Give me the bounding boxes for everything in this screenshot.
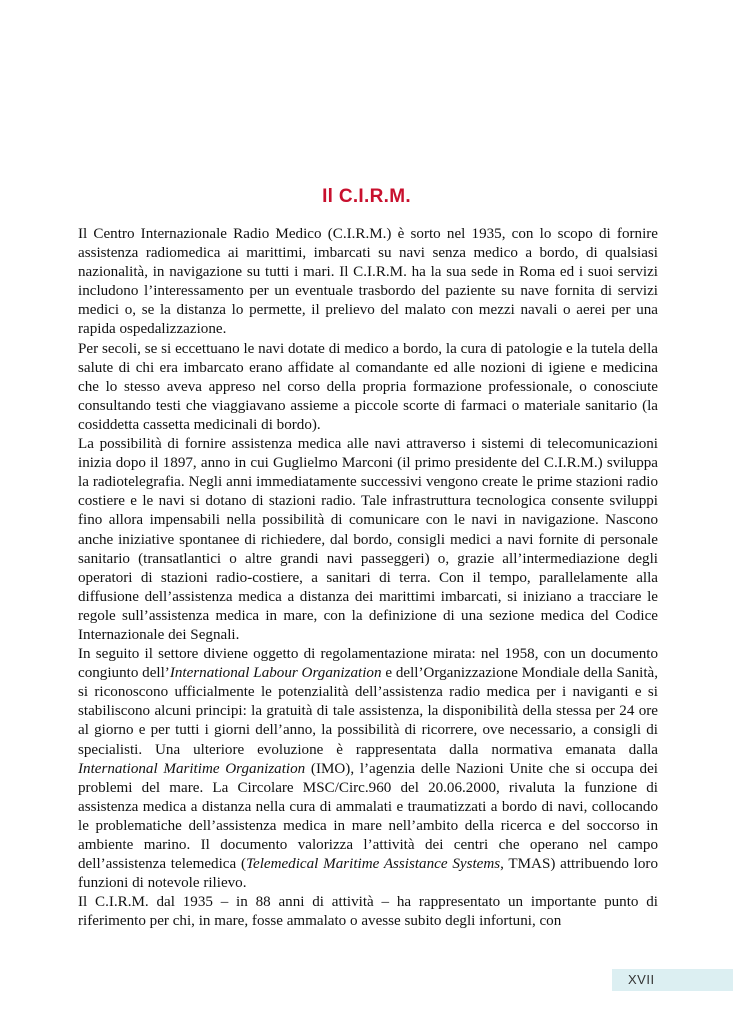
body-paragraph [78, 340, 658, 435]
body-paragraph [78, 893, 658, 931]
italic-text-run: International Labour Organization [169, 665, 382, 682]
text-run: La possibilità di fornire assistenza medica alle navi attraverso i sistemi di telecomunicazioni inizia dopo il 1897, anno in cui Guglielmo Marconi (il primo presidente del C.I.R.M.) sviluppa la radiotelegrafia. Negli anni immediatamente successivi vengono create le prime stazioni radio costiere e le navi si dotano di stazioni radio. Tale infrastruttura tecnologica consente sviluppi fino allora impensabili nella possibilità di comunicare con le navi in navigazione. Nascono anche iniziative spontanee di richiedere, dal bordo, consigli medici a navi fornite di personale sanitario (transatlantici o altre grandi navi passeggeri) o, grazie all’intermediazione degli operatori di stazioni radio-costiere, a sanitari di terra. Con il tempo, parallelamente alla diffusione dell’assistenza medica a distanza dei marittimi imbarcati, si iniziano a tracciare le regole sull’assistenza medica in mare, con la definizione di una sezione medica del Codice Internazionale dei Segnali. [78, 436, 658, 643]
body-paragraph [78, 645, 658, 893]
body-paragraph [78, 435, 658, 645]
italic-text-run: Telemedical Maritime Assistance Systems [245, 856, 501, 873]
body-paragraph [78, 225, 658, 340]
page-number: XVII [628, 972, 655, 987]
text-run: In seguito il settore diviene oggetto di regolamentazione mirata: nel 1958, con un documento congiunto dell’ [78, 646, 658, 682]
text-run: (IMO), l’agenzia delle Nazioni Unite che si occupa dei problemi del mare. La Circolare MSC/Circ.960 del 20.06.2000, rivaluta la funzione di assistenza medica a distanza nella cura di ammalati e traumatizzati a bordo di navi, collocando le problematiche dell’assistenza medica in mare nell’ambito della ricerca e del soccorso in ambiente marino. Il documento valorizza l’attività dei centri che operano nel campo dell’assistenza telemedica ( [78, 760, 658, 873]
text-run: Per secoli, se si eccettuano le navi dotate di medico a bordo, la cura di patologie e la tutela della salute di chi era imbarcato erano affidate al comandante ed alle nozioni di igiene e medicina che lo stesso aveva appreso nel corso della propria formazione professionale, o conosciute consultando testi che viaggiavano assieme a piccole scorte di farmaci o materiale sanitario (la cosiddetta cassetta medicinali di bordo). [78, 340, 658, 433]
text-run: Il Centro Internazionale Radio Medico (C.I.R.M.) è sorto nel 1935, con lo scopo di fornire assistenza radiomedica ai marittimi, imbarcati su navi senza medico a bordo, di qualsiasi nazionalità, in navigazione su tutti i mari. Il C.I.R.M. ha la sua sede in Roma ed i suoi servizi includono l’interessamento per un eventuale trasbordo del paziente su nave fornita di servizi medici o, se la distanza lo permette, il prelievo del malato con mezzi navali o aerei per una rapida ospedalizzazione. [78, 226, 658, 338]
body-text [78, 225, 658, 931]
text-run: Il C.I.R.M. dal 1935 – in 88 anni di attività – ha rappresentato un importante punto di riferimento per chi, in mare, fosse ammalato o avesse subito degli infortuni, con [78, 894, 658, 930]
text-run: , TMAS) attribuendo loro funzioni di notevole rilievo. [78, 856, 658, 892]
italic-text-run: International Maritime Organization [78, 760, 306, 777]
page-title: Il C.I.R.M. [322, 186, 411, 207]
text-run: e dell’Organizzazione Mondiale della Sanità, si riconoscono ufficialmente le potenzialità dell’assistenza radio medica per i naviganti e si stabiliscono alcuni principi: la gratuità di tale assistenza, la disponibilità della stessa per 24 ore al giorno e per tutti i giorni dell’anno, la possibilità di ricorrere, ove necessario, a consigli di specialisti. Una ulteriore evoluzione è rappresentata dalla normativa emanata dalla [78, 665, 658, 758]
